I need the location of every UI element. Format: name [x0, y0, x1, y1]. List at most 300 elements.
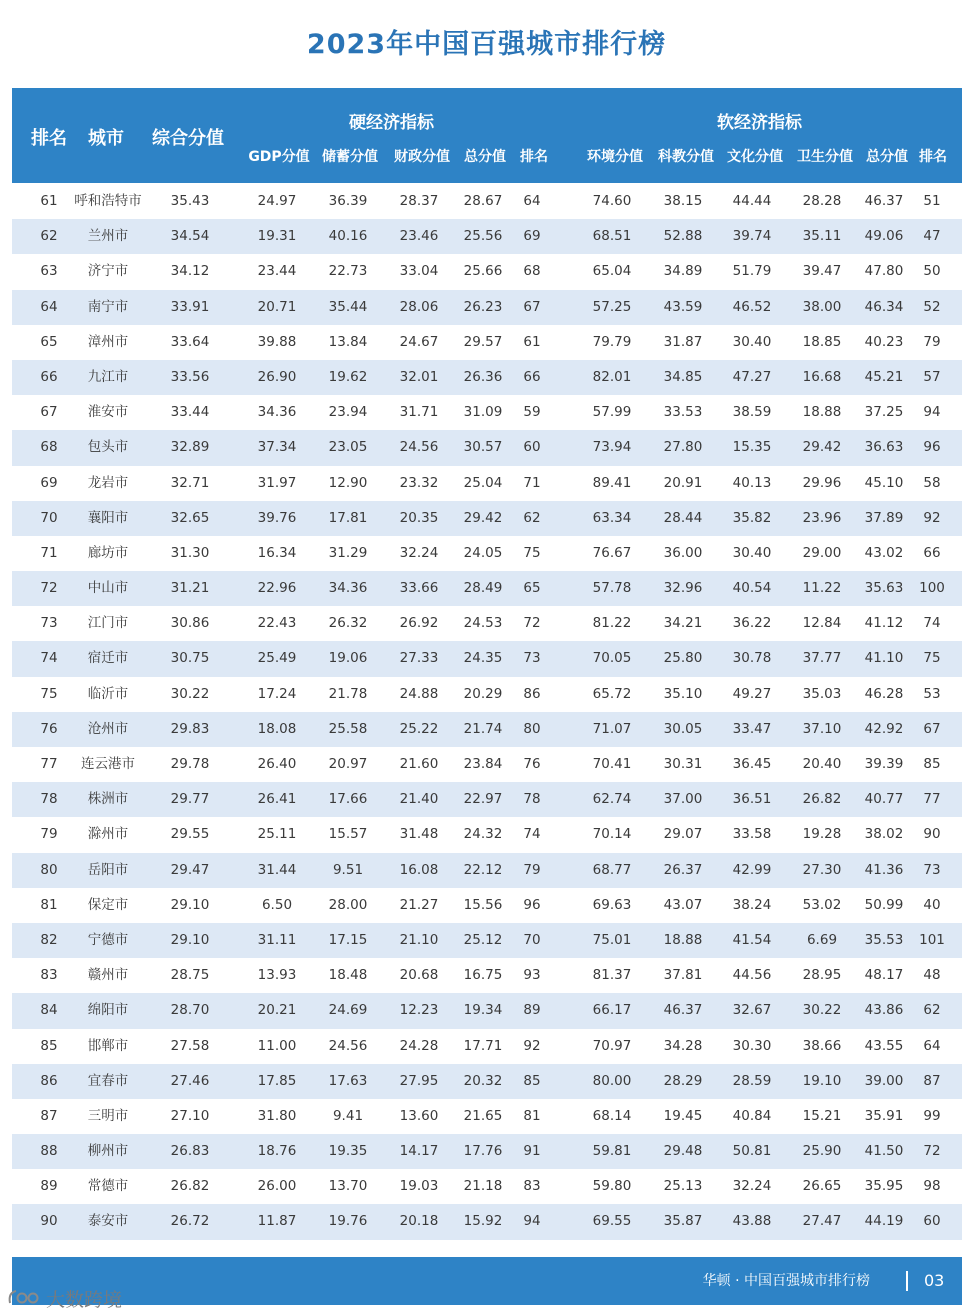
cell-gdp: 31.11 — [257, 931, 297, 948]
cell-rank: 68 — [40, 439, 58, 456]
cell-hard-rank: 91 — [523, 1143, 541, 1160]
cell-savings: 9.51 — [332, 861, 364, 878]
cell-soft-total: 35.53 — [864, 931, 904, 948]
cell-fiscal: 24.88 — [399, 685, 439, 702]
cell-rank: 75 — [40, 685, 58, 702]
cell-soft-rank: 92 — [923, 509, 941, 526]
cell-education: 34.28 — [663, 1037, 703, 1054]
cell-environment: 57.25 — [592, 298, 632, 315]
header-culture-score: 文化分值 — [727, 149, 783, 165]
table-row — [12, 430, 962, 465]
table-row — [12, 1099, 962, 1134]
cell-savings: 40.16 — [328, 228, 368, 245]
cell-culture: 38.59 — [732, 404, 772, 421]
cell-health: 28.95 — [802, 967, 842, 984]
cell-environment: 76.67 — [592, 544, 632, 561]
cell-overall: 32.71 — [170, 474, 210, 491]
cell-soft-total: 46.37 — [864, 193, 904, 209]
cell-fiscal: 32.01 — [399, 368, 439, 385]
table-row — [12, 219, 962, 254]
cell-hard-rank: 64 — [523, 193, 541, 209]
cell-education: 29.48 — [663, 1143, 703, 1160]
cell-city: 连云港市 — [81, 756, 135, 772]
cell-environment: 81.37 — [592, 967, 632, 984]
cell-city: 廊坊市 — [87, 544, 129, 561]
cell-overall: 26.82 — [170, 1178, 210, 1195]
cell-hard-rank: 79 — [523, 861, 541, 878]
cell-soft-rank: 94 — [923, 404, 941, 421]
cell-soft-rank: 87 — [923, 1072, 941, 1089]
cell-gdp: 17.24 — [257, 685, 297, 702]
cell-rank: 74 — [40, 650, 58, 667]
cell-savings: 28.00 — [328, 896, 368, 913]
cell-overall: 26.83 — [170, 1143, 210, 1160]
cell-hard-total: 15.92 — [463, 1213, 503, 1230]
cell-hard-total: 21.18 — [463, 1178, 503, 1195]
cell-hard-total: 25.66 — [463, 263, 503, 280]
cell-environment: 59.80 — [592, 1178, 632, 1195]
cell-hard-total: 21.74 — [463, 720, 503, 737]
cell-education: 27.80 — [663, 439, 703, 456]
cell-savings: 19.62 — [328, 368, 368, 385]
cell-fiscal: 21.40 — [399, 791, 439, 808]
cell-culture: 30.78 — [732, 650, 772, 667]
cell-culture: 30.40 — [732, 333, 772, 350]
cell-education: 25.80 — [663, 650, 703, 667]
cell-hard-rank: 61 — [523, 333, 541, 350]
cell-hard-total: 19.34 — [463, 1002, 503, 1019]
cell-hard-rank: 68 — [523, 263, 541, 280]
cell-environment: 66.17 — [592, 1002, 632, 1019]
cell-rank: 85 — [40, 1037, 58, 1054]
table-row — [12, 1029, 962, 1064]
cell-soft-total: 35.91 — [864, 1107, 904, 1124]
cell-health: 23.96 — [802, 509, 842, 526]
cell-overall: 27.10 — [170, 1107, 210, 1124]
cell-soft-rank: 79 — [923, 333, 941, 350]
cell-environment: 57.78 — [592, 580, 632, 597]
cell-hard-total: 15.56 — [463, 896, 503, 913]
cell-gdp: 11.87 — [257, 1213, 297, 1230]
table-row — [12, 254, 962, 289]
cell-overall: 29.10 — [170, 931, 210, 948]
cell-gdp: 6.50 — [261, 896, 293, 913]
cell-city: 宜春市 — [87, 1072, 129, 1089]
cell-overall: 32.89 — [170, 439, 210, 456]
cell-city: 九江市 — [87, 368, 129, 385]
cell-fiscal: 20.18 — [399, 1213, 439, 1230]
cell-savings: 12.90 — [328, 474, 368, 491]
cell-education: 35.10 — [663, 685, 703, 702]
cell-education: 19.45 — [663, 1107, 703, 1124]
cell-education: 30.05 — [663, 720, 703, 737]
cell-fiscal: 13.60 — [399, 1107, 439, 1124]
cell-culture: 30.30 — [732, 1037, 772, 1054]
cell-fiscal: 33.66 — [399, 580, 439, 597]
header-city: 城市 — [88, 128, 124, 149]
cell-rank: 64 — [40, 298, 58, 315]
cell-overall: 30.86 — [170, 615, 210, 632]
cell-savings: 26.32 — [328, 615, 368, 632]
cell-fiscal: 20.35 — [399, 509, 439, 526]
cell-environment: 70.41 — [592, 756, 632, 772]
cell-savings: 9.41 — [332, 1107, 364, 1124]
cell-overall: 29.83 — [170, 720, 210, 737]
cell-education: 32.96 — [663, 580, 703, 597]
table-row — [12, 1169, 962, 1204]
cell-overall: 33.91 — [170, 298, 210, 315]
cell-fiscal: 28.37 — [399, 193, 439, 209]
cell-gdp: 37.34 — [257, 439, 297, 456]
header-rank: 排名 — [31, 128, 67, 149]
cell-soft-rank: 58 — [923, 474, 941, 491]
cell-hard-rank: 89 — [523, 1002, 541, 1019]
table-row — [12, 782, 962, 817]
cell-gdp: 31.97 — [257, 474, 297, 491]
cell-soft-total: 48.17 — [864, 967, 904, 984]
cell-hard-rank: 76 — [523, 756, 541, 772]
cell-rank: 80 — [40, 861, 58, 878]
cell-health: 19.28 — [802, 826, 842, 843]
cell-gdp: 25.49 — [257, 650, 297, 667]
cell-health: 12.84 — [802, 615, 842, 632]
cell-soft-rank: 100 — [919, 580, 945, 597]
cell-fiscal: 21.60 — [399, 756, 439, 772]
table-row — [12, 641, 962, 676]
cell-hard-total: 29.42 — [463, 509, 503, 526]
page-title: 2023年中国百强城市排行榜 — [306, 29, 667, 60]
cell-culture: 40.54 — [732, 580, 772, 597]
cell-education: 31.87 — [663, 333, 703, 350]
cell-hard-total: 22.97 — [463, 791, 503, 808]
cell-education: 38.15 — [663, 193, 703, 209]
cell-soft-total: 39.39 — [864, 756, 904, 772]
cell-hard-total: 28.49 — [463, 580, 503, 597]
cell-rank: 72 — [40, 580, 58, 597]
cell-savings: 19.06 — [328, 650, 368, 667]
cell-environment: 75.01 — [592, 931, 632, 948]
cell-rank: 82 — [40, 931, 58, 948]
cell-soft-total: 36.63 — [864, 439, 904, 456]
cell-fiscal: 12.23 — [399, 1002, 439, 1019]
cell-soft-total: 41.10 — [864, 650, 904, 667]
cell-gdp: 39.76 — [257, 509, 297, 526]
header-hard-group: 硬经济指标 — [349, 113, 434, 133]
cell-health: 37.77 — [802, 650, 842, 667]
cell-hard-total: 21.65 — [463, 1107, 503, 1124]
cell-soft-total: 37.89 — [864, 509, 904, 526]
cell-health: 25.90 — [802, 1143, 842, 1160]
cell-city: 龙岩市 — [87, 474, 129, 491]
cell-gdp: 16.34 — [257, 544, 297, 561]
cell-health: 37.10 — [802, 720, 842, 737]
cell-rank: 76 — [40, 720, 58, 737]
cell-soft-total: 38.02 — [864, 826, 904, 843]
cell-culture: 15.35 — [732, 439, 772, 456]
cell-gdp: 17.85 — [257, 1072, 297, 1089]
cell-hard-rank: 85 — [523, 1072, 541, 1089]
cell-soft-rank: 60 — [923, 1213, 941, 1230]
cell-rank: 79 — [40, 826, 58, 843]
cell-culture: 28.59 — [732, 1072, 772, 1089]
cell-city: 临沂市 — [87, 685, 129, 702]
watermark-logo-icon — [6, 1287, 42, 1309]
cell-hard-rank: 71 — [523, 474, 541, 491]
table-row — [12, 1064, 962, 1099]
cell-environment: 65.04 — [592, 263, 632, 280]
table-row — [12, 536, 962, 571]
cell-gdp: 22.43 — [257, 615, 297, 632]
cell-gdp: 39.88 — [257, 333, 297, 350]
cell-rank: 90 — [40, 1213, 58, 1230]
cell-rank: 61 — [40, 193, 58, 209]
cell-environment: 70.97 — [592, 1037, 632, 1054]
cell-hard-rank: 67 — [523, 298, 541, 315]
cell-savings: 15.57 — [328, 826, 368, 843]
cell-soft-rank: 51 — [923, 193, 941, 209]
cell-health: 35.11 — [802, 228, 842, 245]
cell-culture: 38.24 — [732, 896, 772, 913]
header-overall: 综合分值 — [152, 128, 224, 149]
cell-soft-rank: 77 — [923, 791, 941, 808]
cell-health: 15.21 — [802, 1107, 842, 1124]
table-row — [12, 993, 962, 1028]
cell-hard-total: 24.35 — [463, 650, 503, 667]
cell-health: 27.30 — [802, 861, 842, 878]
cell-soft-total: 42.92 — [864, 720, 904, 737]
cell-gdp: 18.08 — [257, 720, 297, 737]
header-hard-total: 总分值 — [464, 149, 506, 165]
cell-health: 16.68 — [802, 368, 842, 385]
cell-soft-rank: 48 — [923, 967, 941, 984]
cell-soft-total: 44.19 — [864, 1213, 904, 1230]
cell-fiscal: 14.17 — [399, 1143, 439, 1160]
cell-health: 53.02 — [802, 896, 842, 913]
table-row — [12, 817, 962, 852]
cell-health: 18.85 — [802, 333, 842, 350]
cell-hard-total: 24.53 — [463, 615, 503, 632]
cell-overall: 34.12 — [170, 263, 210, 280]
header-health-score: 卫生分值 — [797, 149, 853, 165]
cell-hard-rank: 75 — [523, 544, 541, 561]
cell-soft-total: 50.99 — [864, 896, 904, 913]
cell-environment: 70.05 — [592, 650, 632, 667]
cell-overall: 29.47 — [170, 861, 210, 878]
table-row — [12, 712, 962, 747]
cell-environment: 62.74 — [592, 791, 632, 808]
cell-overall: 27.58 — [170, 1037, 210, 1054]
cell-savings: 17.81 — [328, 509, 368, 526]
cell-rank: 83 — [40, 967, 58, 984]
watermark-text: 大数跨境 — [46, 1288, 123, 1311]
cell-hard-rank: 74 — [523, 826, 541, 843]
cell-overall: 29.10 — [170, 896, 210, 913]
cell-health: 11.22 — [802, 580, 842, 597]
cell-health: 19.10 — [802, 1072, 842, 1089]
watermark — [6, 1283, 122, 1313]
cell-gdp: 20.71 — [257, 298, 297, 315]
cell-savings: 25.58 — [328, 720, 368, 737]
cell-city: 岳阳市 — [87, 861, 129, 878]
cell-fiscal: 26.92 — [399, 615, 439, 632]
cell-health: 38.00 — [802, 298, 842, 315]
table-row — [12, 466, 962, 501]
cell-gdp: 26.41 — [257, 791, 297, 808]
cell-hard-total: 16.75 — [463, 967, 503, 984]
cell-savings: 17.63 — [328, 1072, 368, 1089]
cell-overall: 32.65 — [170, 509, 210, 526]
cell-soft-rank: 90 — [923, 826, 941, 843]
cell-environment: 59.81 — [592, 1143, 632, 1160]
cell-city: 包头市 — [87, 439, 129, 456]
cell-education: 37.00 — [663, 791, 703, 808]
cell-hard-total: 20.29 — [463, 685, 503, 702]
cell-culture: 32.67 — [732, 1002, 772, 1019]
cell-city: 淮安市 — [87, 404, 129, 421]
cell-hard-rank: 65 — [523, 580, 541, 597]
cell-hard-total: 26.23 — [463, 298, 503, 315]
cell-overall: 29.77 — [170, 791, 210, 808]
cell-culture: 40.13 — [732, 474, 772, 491]
table-row — [12, 747, 962, 782]
cell-gdp: 34.36 — [257, 404, 297, 421]
cell-hard-rank: 81 — [523, 1107, 541, 1124]
table-row — [12, 1134, 962, 1169]
cell-soft-total: 35.63 — [864, 580, 904, 597]
cell-environment: 57.99 — [592, 404, 632, 421]
cell-gdp: 22.96 — [257, 580, 297, 597]
table-row — [12, 923, 962, 958]
cell-hard-rank: 92 — [523, 1037, 541, 1054]
cell-city: 邯郸市 — [87, 1037, 129, 1054]
cell-soft-total: 43.02 — [864, 544, 904, 561]
cell-fiscal: 23.46 — [399, 228, 439, 245]
cell-city: 江门市 — [87, 615, 129, 632]
cell-hard-total: 23.84 — [463, 756, 503, 772]
cell-hard-rank: 70 — [523, 931, 541, 948]
cell-city: 赣州市 — [87, 967, 129, 984]
cell-culture: 43.88 — [732, 1213, 772, 1230]
cell-rank: 86 — [40, 1072, 58, 1089]
cell-soft-total: 46.34 — [864, 298, 904, 315]
cell-city: 宁德市 — [87, 931, 129, 948]
cell-culture: 36.22 — [732, 615, 772, 632]
cell-hard-total: 31.09 — [463, 404, 503, 421]
cell-soft-total: 43.55 — [864, 1037, 904, 1054]
cell-city: 漳州市 — [87, 333, 129, 350]
cell-fiscal: 31.71 — [399, 404, 439, 421]
cell-city: 滁州市 — [87, 826, 129, 843]
cell-city: 柳州市 — [87, 1143, 129, 1160]
ranking-table-body — [12, 184, 962, 1240]
cell-hard-rank: 73 — [523, 650, 541, 667]
cell-culture: 42.99 — [732, 861, 772, 878]
cell-education: 43.59 — [663, 298, 703, 315]
cell-overall: 34.54 — [170, 228, 210, 245]
table-header — [12, 88, 962, 183]
cell-soft-rank: 73 — [923, 861, 941, 878]
table-row — [12, 325, 962, 360]
cell-city: 泰安市 — [87, 1213, 129, 1230]
cell-education: 37.81 — [663, 967, 703, 984]
cell-city: 襄阳市 — [87, 509, 129, 526]
cell-soft-rank: 67 — [923, 720, 941, 737]
cell-hard-total: 24.05 — [463, 544, 503, 561]
cell-soft-total: 41.12 — [864, 615, 904, 632]
cell-education: 34.89 — [663, 263, 703, 280]
cell-health: 6.69 — [806, 931, 838, 948]
table-row — [12, 501, 962, 536]
cell-hard-total: 25.12 — [463, 931, 503, 948]
cell-soft-total: 45.10 — [864, 474, 904, 491]
cell-city: 绵阳市 — [87, 1002, 129, 1019]
cell-hard-total: 17.76 — [463, 1143, 503, 1160]
cell-hard-rank: 72 — [523, 615, 541, 632]
cell-soft-total: 40.77 — [864, 791, 904, 808]
cell-gdp: 18.76 — [257, 1143, 297, 1160]
cell-gdp: 26.40 — [257, 756, 297, 772]
cell-savings: 23.05 — [328, 439, 368, 456]
cell-culture: 36.51 — [732, 791, 772, 808]
table-row — [12, 184, 962, 219]
cell-soft-rank: 72 — [923, 1143, 941, 1160]
cell-education: 28.29 — [663, 1072, 703, 1089]
cell-health: 29.42 — [802, 439, 842, 456]
table-row — [12, 677, 962, 712]
cell-health: 28.28 — [802, 193, 842, 209]
cell-fiscal: 23.32 — [399, 474, 439, 491]
cell-culture: 33.58 — [732, 826, 772, 843]
table-row — [12, 606, 962, 641]
cell-soft-rank: 47 — [923, 228, 941, 245]
cell-overall: 31.30 — [170, 544, 210, 561]
cell-overall: 27.46 — [170, 1072, 210, 1089]
header-soft-total: 总分值 — [866, 149, 908, 165]
cell-rank: 65 — [40, 333, 58, 350]
cell-city: 宿迁市 — [87, 650, 129, 667]
page-number: 03 — [924, 1271, 945, 1290]
cell-fiscal: 20.68 — [399, 967, 439, 984]
cell-soft-total: 45.21 — [864, 368, 904, 385]
cell-soft-rank: 96 — [923, 439, 941, 456]
cell-gdp: 20.21 — [257, 1002, 297, 1019]
cell-rank: 71 — [40, 544, 58, 561]
cell-education: 33.53 — [663, 404, 703, 421]
cell-education: 25.13 — [663, 1178, 703, 1195]
cell-overall: 35.43 — [170, 193, 210, 209]
cell-education: 46.37 — [663, 1002, 703, 1019]
cell-health: 30.22 — [802, 1002, 842, 1019]
cell-culture: 33.47 — [732, 720, 772, 737]
cell-fiscal: 25.22 — [399, 720, 439, 737]
cell-savings: 24.69 — [328, 1002, 368, 1019]
cell-education: 52.88 — [663, 228, 703, 245]
cell-overall: 31.21 — [170, 580, 210, 597]
cell-health: 27.47 — [802, 1213, 842, 1230]
cell-fiscal: 24.28 — [399, 1037, 439, 1054]
cell-rank: 66 — [40, 368, 58, 385]
table-row — [12, 888, 962, 923]
cell-hard-total: 25.56 — [463, 228, 503, 245]
cell-hard-rank: 69 — [523, 228, 541, 245]
table-row — [12, 571, 962, 606]
cell-rank: 62 — [40, 228, 58, 245]
header-soft-group: 软经济指标 — [717, 113, 802, 133]
cell-soft-total: 49.06 — [864, 228, 904, 245]
cell-savings: 35.44 — [328, 298, 368, 315]
cell-savings: 19.35 — [328, 1143, 368, 1160]
cell-soft-total: 40.23 — [864, 333, 904, 350]
